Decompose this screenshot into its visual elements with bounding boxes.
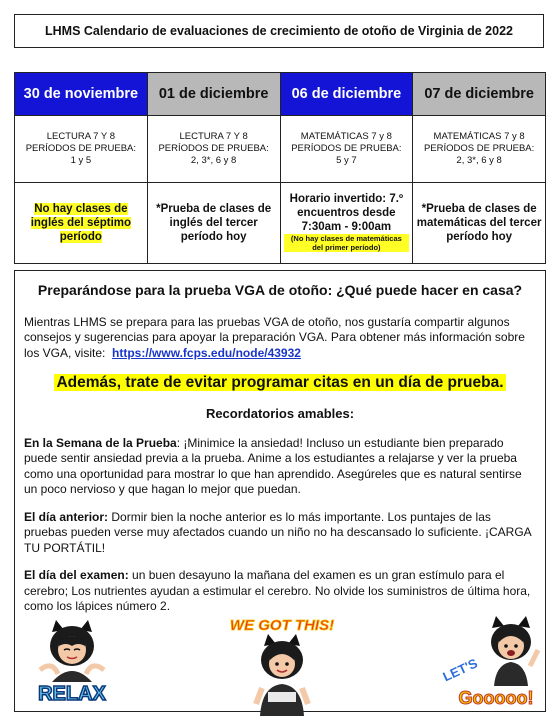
banner-text: Además, trate de evitar programar citas en un día de prueba. xyxy=(56,374,504,391)
calendar-subject-row xyxy=(15,116,546,183)
paragraph-text: un buen desayuno la mañana del examen es un gran estímulo para el cerebro; Los nutrientes ayudan a estimular el cerebro. No olvide los suministros de última hora, como los lápices número 2. xyxy=(24,568,531,613)
periods-label: PERÍODOS DE PRUEBA: xyxy=(423,143,535,154)
periods-value: 2, 3*, 6 y 8 xyxy=(190,155,237,166)
calendar-date-row xyxy=(15,73,546,116)
subject-cell xyxy=(147,116,280,183)
day-before-paragraph xyxy=(24,510,536,557)
info-heading: Preparándose para la prueba VGA de otoño: ¿Qué puede hacer en casa? xyxy=(37,282,523,298)
date-cell: 07 de diciembre xyxy=(413,73,546,116)
periods-label: PERÍODOS DE PRUEBA: xyxy=(25,143,137,154)
intro-paragraph xyxy=(24,315,536,362)
intro-text: Mientras LHMS se prepara para las pruebas VGA de otoño, nos gustaría compartir algunos consejos y sugerencias para apoyar la preparación VGA. Para obtener más información sobre los VGA, visite: xyxy=(24,314,525,360)
testing-calendar xyxy=(14,72,546,264)
test-week-paragraph xyxy=(24,436,536,498)
note-text: Horario invertido: 7.º encuentros desde 7:30am - 9:00am xyxy=(289,193,404,233)
note-text: *Prueba de clases de matemáticas del tercer período hoy xyxy=(416,203,542,243)
subject-label: LECTURA 7 Y 8 xyxy=(46,131,116,142)
relax-text: RELAX xyxy=(38,683,106,705)
subject-label: LECTURA 7 Y 8 xyxy=(179,131,248,142)
note-cell xyxy=(147,183,280,264)
relax-sticker xyxy=(22,620,122,708)
note-small-text: (No hay clases de matemáticas del primer período) xyxy=(284,234,410,252)
note-cell xyxy=(413,183,546,264)
note-cell xyxy=(280,183,413,264)
we-got-this-text: WE GOT THIS! xyxy=(229,617,335,634)
note-cell xyxy=(15,183,148,264)
lets-go-sticker xyxy=(440,616,546,712)
subject-cell xyxy=(15,116,148,183)
date-cell: 01 de diciembre xyxy=(147,73,280,116)
subject-label: MATEMÁTICAS 7 y 8 xyxy=(300,131,392,142)
date-cell: 30 de noviembre xyxy=(15,73,148,116)
relax-avatar-icon xyxy=(40,620,104,682)
paragraph-text: : ¡Minimice la ansiedad! Incluso un estudiante bien preparado puede sentir ansiedad previa a la prueba. Anime a los estudiantes a relajarse y ver la prueba como una oportunidad para mostrar lo que han aprendido. Asegúreles que es natural sentirse un poco nervioso y que hagan lo mejor que puedan. xyxy=(24,435,522,496)
periods-label: PERÍODOS DE PRUEBA: xyxy=(158,143,269,154)
subject-cell xyxy=(280,116,413,183)
goooo-text: Gooooo! xyxy=(458,688,534,708)
lets-go-avatar-icon xyxy=(491,616,538,686)
paragraph-text: Dormir bien la noche anterior es lo más importante. Los puntajes de las pruebas pueden verse muy afectados cuando un niño no ha descansado lo suficiente. ¡CARGA TU PORTÁTIL! xyxy=(24,509,531,555)
paragraph-lead: El día anterior: xyxy=(24,509,109,524)
note-text: *Prueba de clases de inglés del tercer período hoy xyxy=(156,203,272,243)
periods-value: 2, 3*, 6 y 8 xyxy=(456,155,502,166)
date-cell: 06 de diciembre xyxy=(280,73,413,116)
lets-text: LET'S xyxy=(440,655,480,685)
document-title-box xyxy=(14,14,544,48)
periods-value: 5 y 7 xyxy=(336,155,357,166)
periods-value: 1 y 5 xyxy=(70,155,92,166)
subject-cell xyxy=(413,116,546,183)
periods-label: PERÍODOS DE PRUEBA: xyxy=(291,143,402,154)
appointment-banner xyxy=(24,373,536,393)
we-got-this-avatar-icon xyxy=(256,634,308,716)
reminders-heading: Recordatorios amables: xyxy=(205,406,355,421)
subject-label: MATEMÁTICAS 7 y 8 xyxy=(433,131,525,142)
document-title: LHMS Calendario de evaluaciones de crecimiento de otoño de Virginia de 2022 xyxy=(45,24,513,38)
calendar-note-row xyxy=(15,183,546,264)
we-got-this-sticker xyxy=(229,608,335,720)
paragraph-lead: En la Semana de la Prueba xyxy=(24,435,177,450)
vga-info-link[interactable]: https://www.fcps.edu/node/43932 xyxy=(112,345,301,360)
paragraph-lead: El día del examen: xyxy=(24,568,129,582)
note-text: No hay clases de inglés del séptimo período xyxy=(30,203,132,243)
